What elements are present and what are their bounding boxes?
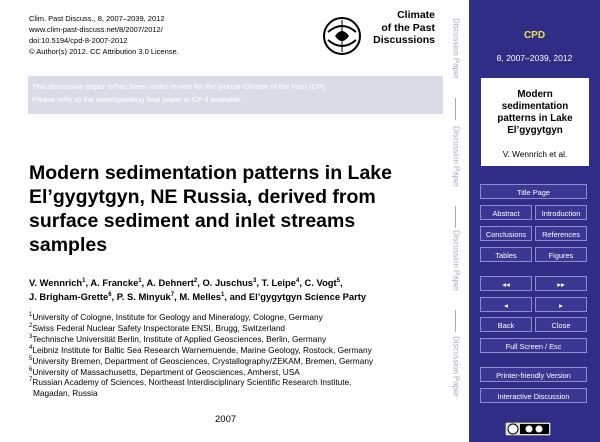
journal-acronym: CPD	[523, 30, 546, 41]
affiliation: Magadan, Russia	[33, 388, 98, 399]
references-button[interactable]: References	[535, 226, 587, 241]
back-button[interactable]: Back	[480, 317, 532, 332]
meta-journal: Clim. Past Discuss., 8, 2007–2039, 2012	[29, 14, 165, 23]
introduction-button[interactable]: Introduction	[535, 205, 587, 220]
author: C. Vogt$^5$,	[304, 277, 343, 288]
paper-title: Modern sedimentation patterns in Lake El’gygytgyn, NE Russia, derived from surface sediment and inlet streams samples	[29, 162, 392, 256]
close-button[interactable]: Close	[535, 317, 587, 332]
author: O. Juschus$^3$,	[202, 277, 262, 288]
affiliation-list	[29, 312, 449, 399]
abstract-button[interactable]: Abstract	[480, 205, 532, 220]
journal-logo-text: Climate of the Past Discussions	[373, 9, 435, 46]
author: J. Brigham-Grette$^6$,	[29, 290, 117, 302]
title-page-button[interactable]: Title Page	[480, 184, 587, 199]
author: V. Wennrich$^1$,	[29, 277, 91, 288]
next-page-button[interactable]: ▸	[535, 297, 587, 312]
interactive-discussion-button[interactable]: Interactive Discussion	[480, 388, 587, 403]
author: A. Francke$^1$,	[90, 277, 147, 288]
navigation-panel	[469, 0, 600, 442]
affiliation: $^5$University Bremen, Department of Geosciences, Crystallography/ZEKAM, Bremen, Germany	[29, 355, 374, 366]
affiliation: $^3$Technische Universität Berlin, Institute of Applied Geosciences, Berlin, Germany	[29, 333, 327, 344]
divider	[455, 206, 456, 228]
author: and El’gygytgyn Science Party	[229, 290, 367, 302]
first-page-button[interactable]: ◂◂	[480, 276, 532, 291]
journal-logo-icon	[322, 16, 362, 56]
last-page-button[interactable]: ▸▸	[535, 276, 587, 291]
discussion-paper-margin	[443, 0, 469, 442]
meta-license: © Author(s) 2012. CC Attribution 3.0 License.	[29, 47, 179, 56]
previous-page-button[interactable]: ◂	[480, 297, 532, 312]
affiliation: $^1$University of Cologne, Institute for Geology and Mineralogy, Cologne, Germany	[29, 312, 323, 322]
conclusions-button[interactable]: Conclusions	[480, 226, 532, 241]
figures-button[interactable]: Figures	[535, 247, 587, 262]
citation-meta	[29, 13, 179, 57]
author: A. Dehnert$^2$,	[146, 277, 203, 288]
printer-friendly-button[interactable]: Printer-friendly Version	[480, 367, 587, 382]
divider	[455, 98, 456, 120]
affiliation: $^7$Russian Academy of Sciences, Northeast Interdisciplinary Scientific Research Institute,	[29, 377, 352, 388]
author: P. S. Minyuk$^7$,	[116, 290, 180, 302]
side-label: Discussion Paper	[451, 230, 461, 291]
divider	[455, 310, 456, 332]
review-notice: This discussion paper is/has been under review for the journal Climate of the Past (CP). Please refer to the corresponding final paper in CP if available.	[28, 76, 443, 114]
side-label: Discussion Paper	[451, 336, 461, 397]
tables-button[interactable]: Tables	[480, 247, 532, 262]
full-screen-button[interactable]: Full Screen / Esc	[480, 338, 587, 353]
affiliation: $^6$University of Massachusetts, Department of Geosciences, Amherst, USA	[29, 366, 300, 377]
meta-doi: doi:10.5194/cpd-8-2007-2012	[29, 36, 128, 45]
side-label: Discussion Paper	[451, 18, 461, 79]
volume-info: 8, 2007–2039, 2012	[496, 53, 573, 63]
author: T. Leipe$^4$,	[261, 277, 305, 288]
page-number: 2007	[215, 414, 237, 425]
author: M. Melles$^1$,	[179, 290, 230, 302]
affiliation: $^2$Swiss Federal Nuclear Safety Inspectorate ENSI, Brugg, Switzerland	[29, 322, 286, 333]
short-title: Modern sedimentation patterns in Lake El’gygytgyn	[497, 89, 573, 136]
affiliation: $^4$Leibniz Institute for Baltic Sea Research Warnemuende, Marine Geology, Rostock, Germany	[29, 344, 372, 355]
short-author: V. Wennrich et al.	[502, 149, 568, 159]
paper-summary-box	[481, 78, 589, 166]
side-label: Discussion Paper	[451, 126, 461, 187]
author-list	[29, 276, 439, 303]
cc-license-icon	[505, 422, 551, 436]
meta-url[interactable]: www.clim-past-discuss.net/8/2007/2012/	[29, 25, 163, 34]
